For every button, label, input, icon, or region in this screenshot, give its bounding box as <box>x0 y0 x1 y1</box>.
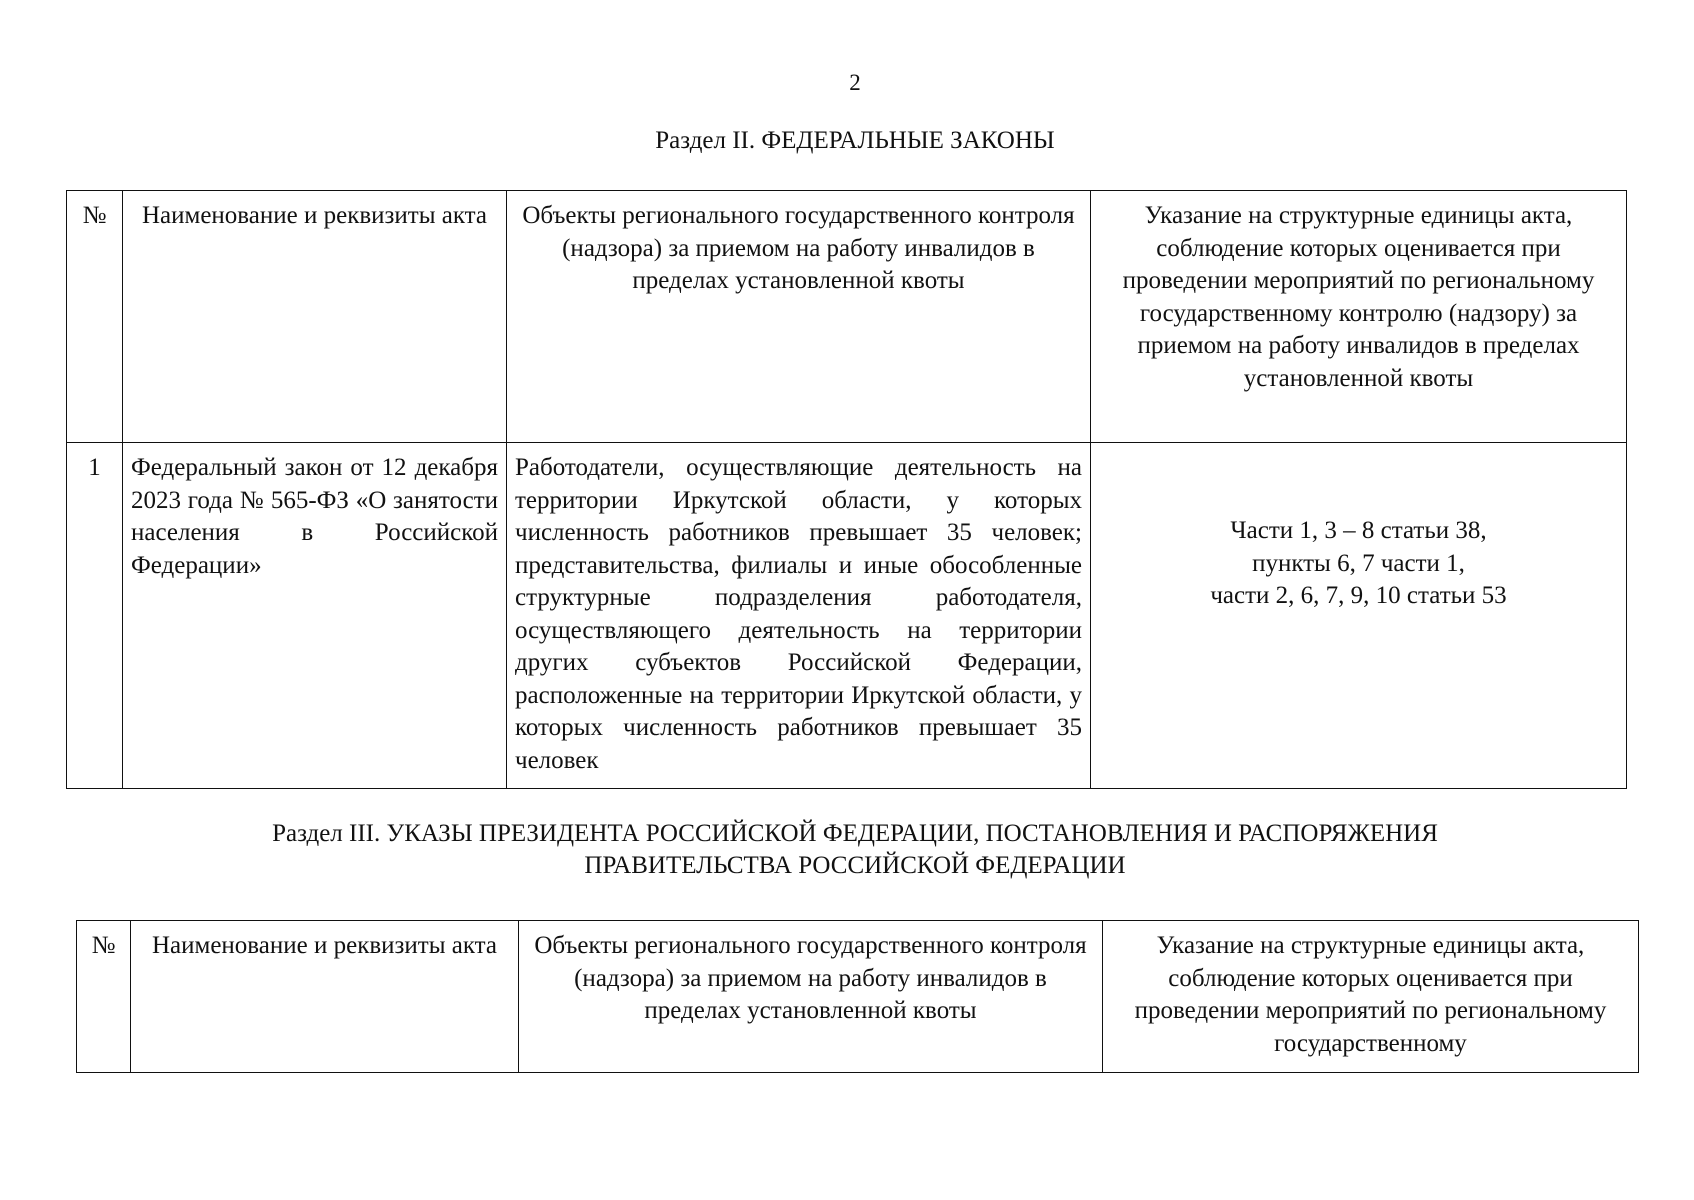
header-control-objects: Объекты регионального государственного контроля (надзора) за приемом на работу инвалидов в пределах установленной квоты <box>519 921 1103 1073</box>
header-act-name: Наименование и реквизиты акта <box>123 191 507 443</box>
header-structural-units: Указание на структурные единицы акта, соблюдение которых оценивается при проведении мероприятий по региональному государственному <box>1103 921 1639 1073</box>
header-number: № <box>77 921 131 1073</box>
section-3-title <box>0 818 1694 882</box>
header-structural-units: Указание на структурные единицы акта, соблюдение которых оценивается при проведении мероприятий по региональному государственному контролю (надзору) за приемом на работу инвалидов в пределах установленной квоты <box>1091 191 1627 443</box>
page-number: 2 <box>849 70 861 95</box>
header-act-name: Наименование и реквизиты акта <box>131 921 519 1073</box>
row-control-objects: Работодатели, осуществляющие деятельность на территории Иркутской области, у которых численность работников превышает 35 человек; представительства, филиалы и иные обособленные структурные подразделения работодателя, осуществляющего деятельность на территории других субъектов Российской Федерации, расположенные на территории Иркутской области, у которых численность работников превышает 35 человек <box>507 443 1091 789</box>
section-3-title-line: ПРАВИТЕЛЬСТВА РОССИЙСКОЙ ФЕДЕРАЦИИ <box>584 852 1126 879</box>
row-act-name: Федеральный закон от 12 декабря 2023 года № 565-ФЗ «О занятости населения в Российской Федерации» <box>123 443 507 789</box>
table-row <box>67 443 1627 789</box>
structural-units-line: пункты 6, 7 части 1, <box>1252 549 1465 577</box>
federal-laws-table <box>66 190 1627 789</box>
row-structural-units <box>1091 443 1627 789</box>
table-header-row <box>77 921 1639 1073</box>
section-3-title-line: Раздел III. УКАЗЫ ПРЕЗИДЕНТА РОССИЙСКОЙ ФЕДЕРАЦИИ, ПОСТАНОВЛЕНИЯ И РАСПОРЯЖЕНИЯ <box>272 820 1438 847</box>
decrees-table <box>76 920 1639 1073</box>
header-control-objects: Объекты регионального государственного контроля (надзора) за приемом на работу инвалидов в пределах установленной квоты <box>507 191 1091 443</box>
header-number: № <box>67 191 123 443</box>
structural-units-line: Части 1, 3 – 8 статьи 38, <box>1230 517 1487 544</box>
table-header-row <box>67 191 1627 443</box>
section-2-title: Раздел II. ФЕДЕРАЛЬНЫЕ ЗАКОНЫ <box>655 127 1055 154</box>
structural-units-line: части 2, 6, 7, 9, 10 статьи 53 <box>1210 582 1507 609</box>
row-number: 1 <box>67 443 123 789</box>
